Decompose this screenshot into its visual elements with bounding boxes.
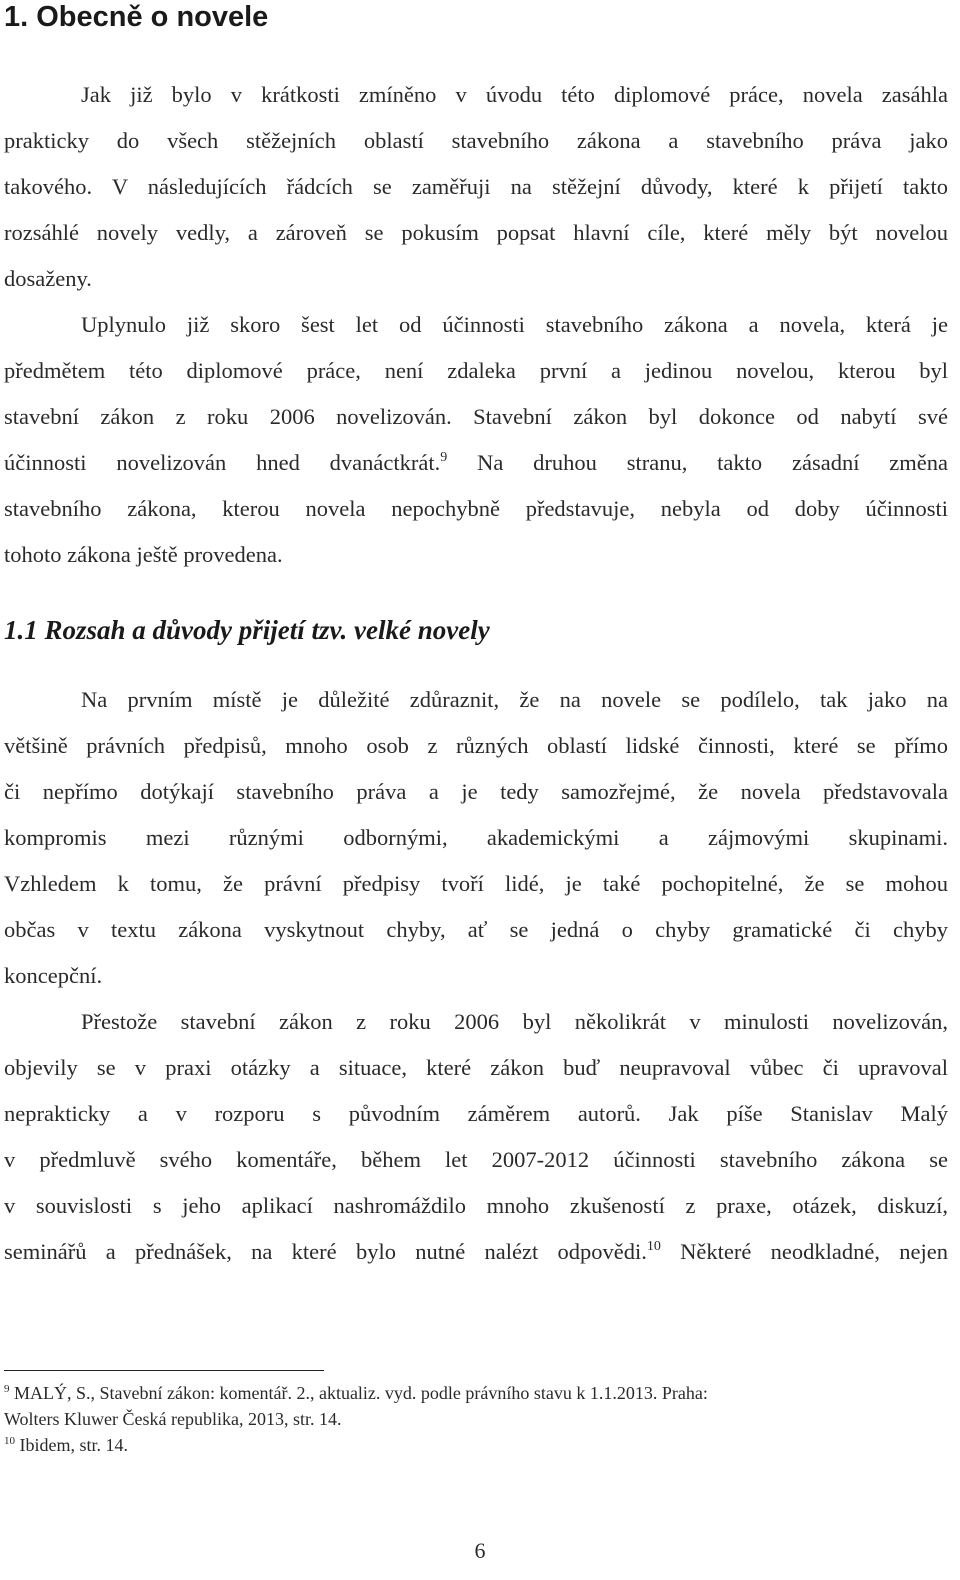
paragraph-line: či nepřímo dotýkají stavebního práva a je tedy samozřejmé, že novela představovala [4,779,948,804]
footnote-text: Ibidem, str. 14. [19,1435,128,1455]
paragraph-line: Vzhledem k tomu, že právní předpisy tvoří lidé, je také pochopitelné, že se mohou [4,871,948,896]
footnote-9-continuation: Wolters Kluwer Česká republika, 2013, str. 14. [4,1409,342,1429]
footnote-reference[interactable]: 10 [646,1239,661,1254]
paragraph-line: většině právních předpisů, mnoho osob z různých oblastí lidské činnosti, které se přímo [4,733,948,758]
paragraph-1 [4,72,948,302]
footnote-10 [4,1432,948,1458]
paragraph-4 [4,999,948,1275]
text-fragment: účinnosti novelizován hned dvanáctkrát. [4,450,441,475]
paragraph-line: rozsáhlé novely vedly, a zároveň se pokusím popsat hlavní cíle, které měly být novelou [4,220,948,245]
text-fragment: Na druhou stranu, takto zásadní změna [447,450,949,475]
paragraph-line: stavební zákon z roku 2006 novelizován. Stavební zákon byl dokonce od nabytí své [4,404,948,429]
footnote-number: 9 [4,1383,10,1395]
paragraph-line: v souvislosti s jeho aplikací nashromáždilo mnoho zkušeností z praxe, otázek, diskuzí, [4,1193,948,1218]
paragraph-line: neprakticky a v rozporu s původním záměrem autorů. Jak píše Stanislav Malý [4,1101,948,1126]
footnote-separator [4,1370,324,1371]
paragraph-line: stavebního zákona, kterou novela nepochybně představuje, nebyla od doby účinnosti [4,496,948,521]
chapter-title: 1. Obecně o novele [4,1,269,33]
page-number: 6 [474,1538,486,1563]
paragraph-line: Na prvním místě je důležité zdůraznit, že na novele se podílelo, tak jako na [81,687,948,712]
footnotes [4,1380,948,1458]
footnote-9 [4,1380,948,1406]
paragraph-line: v předmluvě svého komentáře, během let 2007-2012 účinnosti stavebního zákona se [4,1147,948,1172]
paragraph-line-with-footnote-ref [4,1229,948,1275]
text-fragment: seminářů a přednášek, na které bylo nutné nalézt odpovědi. [4,1239,647,1264]
text-fragment: Některé neodkladné, nejen [660,1239,949,1264]
paragraph-line: takového. V následujících řádcích se zaměřuji na stěžejní důvody, které k přijetí takto [4,174,948,199]
section-title: 1.1 Rozsah a důvody přijetí tzv. velké novely [4,615,490,645]
paragraph-line: dosaženy. [4,266,92,291]
paragraph-line: koncepční. [4,963,103,988]
paragraph-line: kompromis mezi různými odbornými, akademickými a zájmovými skupinami. [4,825,948,850]
paragraph-line: objevily se v praxi otázky a situace, které zákon buď neupravoval vůbec či upravoval [4,1055,948,1080]
paragraph-2 [4,302,948,578]
paragraph-line: prakticky do všech stěžejních oblastí stavebního zákona a stavebního práva jako [4,128,948,153]
paragraph-line: Jak již bylo v krátkosti zmíněno v úvodu této diplomové práce, novela zasáhla [81,82,948,107]
paragraph-line: tohoto zákona ještě provedena. [4,542,283,567]
paragraph-3 [4,677,948,999]
paragraph-line: občas v textu zákona vyskytnout chyby, ať se jedná o chyby gramatické či chyby [4,917,948,942]
paragraph-line: Uplynulo již skoro šest let od účinnosti stavebního zákona a novela, která je [81,312,948,337]
footnote-reference[interactable]: 9 [440,450,448,465]
footnote-text: MALÝ, S., Stavební zákon: komentář. 2., aktualiz. vyd. podle právního stavu k 1.1.2013. Praha: [14,1383,708,1403]
paragraph-line: Přestože stavební zákon z roku 2006 byl několikrát v minulosti novelizován, [81,1009,948,1034]
paragraph-line-with-footnote-ref [4,440,948,486]
paragraph-line: předmětem této diplomové práce, není zdaleka první a jedinou novelou, kterou byl [4,358,948,383]
footnote-number: 10 [4,1435,15,1447]
